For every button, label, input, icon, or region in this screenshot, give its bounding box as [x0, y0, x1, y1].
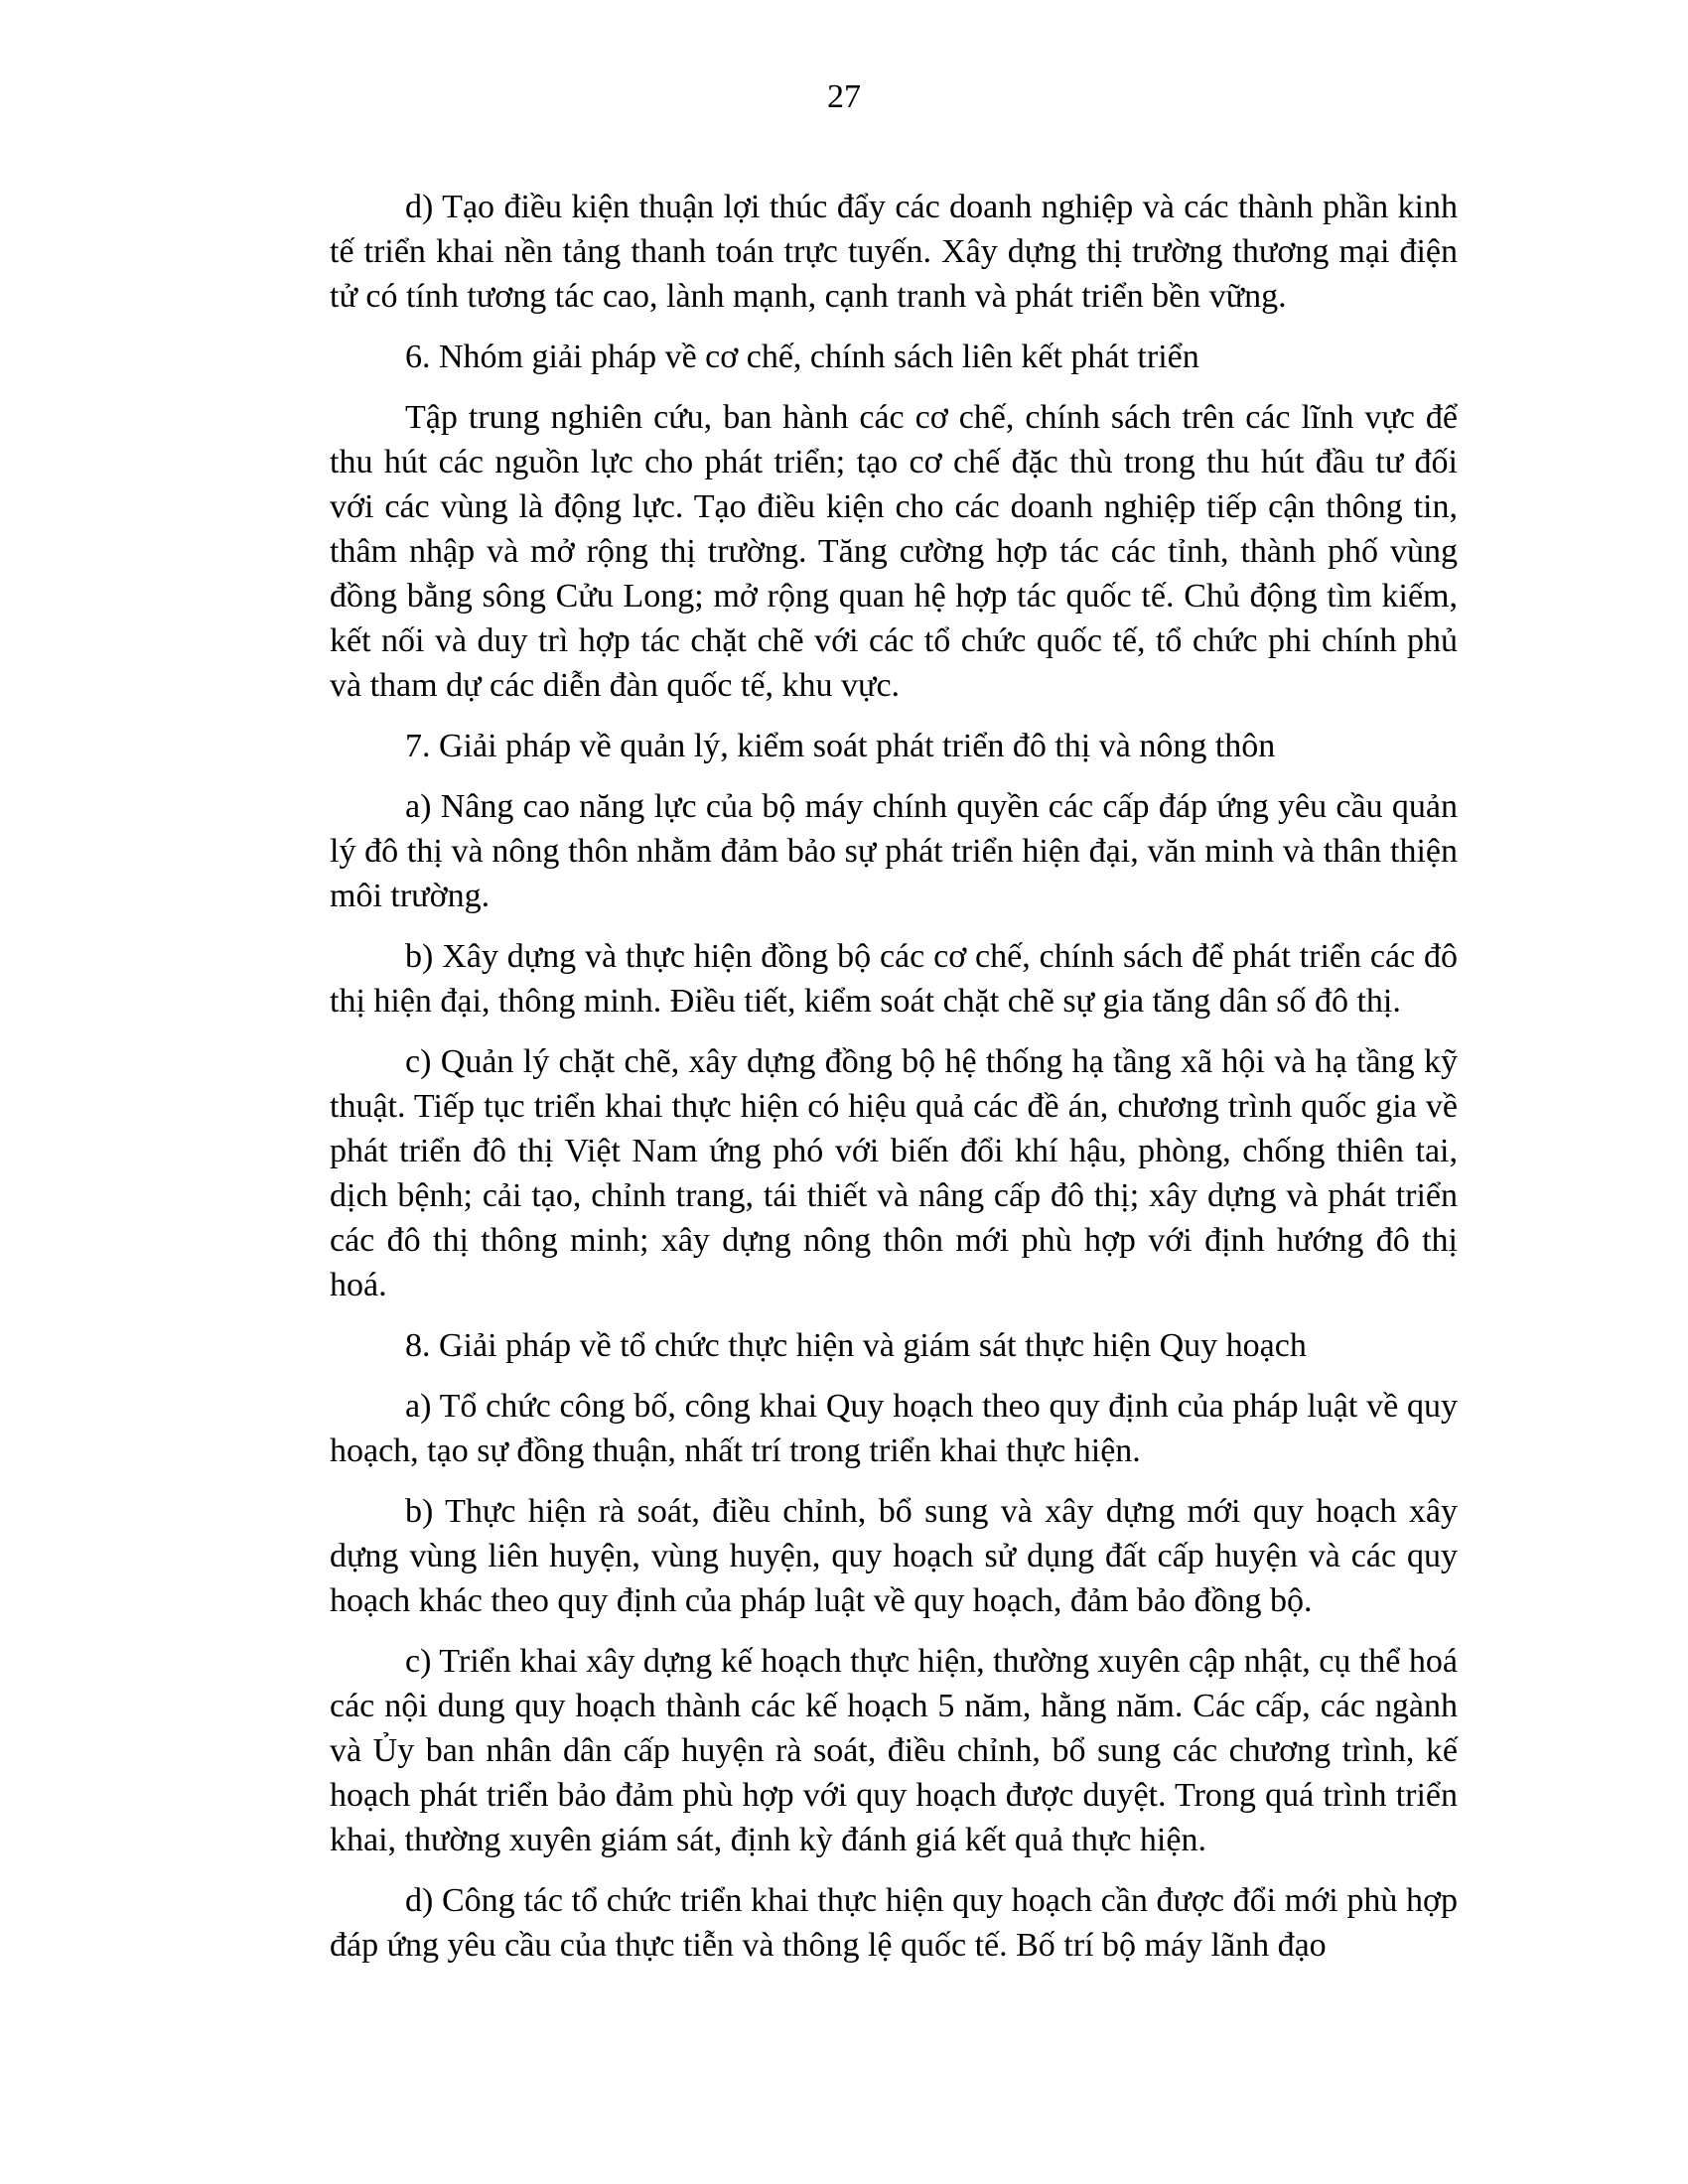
page-number: 27: [827, 78, 861, 115]
heading-8-implementation: 8. Giải pháp về tổ chức thực hiện và giám sát thực hiện Quy hoạch: [405, 1327, 1307, 1364]
paragraph-6-body: Tập trung nghiên cứu, ban hành các cơ chế, chính sách trên các lĩnh vực để thu hút các nguồn lực cho phát triển; tạo cơ chế đặc thù trong thu hút đầu tư đối với các vùng là động lực. Tạo điều kiện cho các doanh nghiệp tiếp cận thông tin, thâm nhập và mở rộng thị trường. Tăng cường hợp tác các tỉnh, thành phố vùng đồng bằng sông Cửu Long; mở rộng quan hệ hợp tác quốc tế. Chủ động tìm kiếm, kết nối và duy trì hợp tác chặt chẽ với các tổ chức quốc tế, tổ chức phi chính phủ và tham dự các diễn đàn quốc tế, khu vực.: [330, 399, 1458, 704]
paragraph-7c: c) Quản lý chặt chẽ, xây dựng đồng bộ hệ thống hạ tầng xã hội và hạ tầng kỹ thuật. Tiếp tục triển khai thực hiện có hiệu quả các đề án, chương trình quốc gia về phát triển đô thị Việt Nam ứng phó với biến đổi khí hậu, phòng, chống thiên tai, dịch bệnh; cải tạo, chỉnh trang, tái thiết và nâng cấp đô thị; xây dựng và phát triển các đô thị thông minh; xây dựng nông thôn mới phù hợp với định hướng đô thị hoá.: [330, 1043, 1458, 1303]
paragraph-7a: a) Nâng cao năng lực của bộ máy chính quyền các cấp đáp ứng yêu cầu quản lý đô thị và nông thôn nhằm đảm bảo sự phát triển hiện đại, văn minh và thân thiện môi trường.: [330, 788, 1458, 914]
paragraph-8c: c) Triển khai xây dựng kế hoạch thực hiện, thường xuyên cập nhật, cụ thể hoá các nội dung quy hoạch thành các kế hoạch 5 năm, hằng năm. Các cấp, các ngành và Ủy ban nhân dân cấp huyện rà soát, điều chỉnh, bổ sung các chương trình, kế hoạch phát triển bảo đảm phù hợp với quy hoạch được duyệt. Trong quá trình triển khai, thường xuyên giám sát, định kỳ đánh giá kết quả thực hiện.: [330, 1643, 1458, 1858]
heading-7-urban-rural: 7. Giải pháp về quản lý, kiểm soát phát triển đô thị và nông thôn: [405, 728, 1276, 764]
paragraph-8a: a) Tổ chức công bố, công khai Quy hoạch theo quy định của pháp luật về quy hoạch, tạo sự đồng thuận, nhất trí trong triển khai thực hiện.: [330, 1388, 1458, 1469]
paragraph-8b: b) Thực hiện rà soát, điều chỉnh, bổ sung và xây dựng mới quy hoạch xây dựng vùng liên huyện, vùng huyện, quy hoạch sử dụng đất cấp huyện và các quy hoạch khác theo quy định của pháp luật về quy hoạch, đảm bảo đồng bộ.: [330, 1493, 1458, 1619]
paragraph-5d-online-payment: d) Tạo điều kiện thuận lợi thúc đẩy các doanh nghiệp và các thành phần kinh tế triển khai nền tảng thanh toán trực tuyến. Xây dựng thị trường thương mại điện tử có tính tương tác cao, lành mạnh, cạnh tranh và phát triển bền vững.: [330, 189, 1458, 315]
paragraph-8d: d) Công tác tổ chức triển khai thực hiện quy hoạch cần được đổi mới phù hợp đáp ứng yêu cầu của thực tiễn và thông lệ quốc tế. Bố trí bộ máy lãnh đạo: [330, 1882, 1458, 1964]
heading-6-linkage-policy: 6. Nhóm giải pháp về cơ chế, chính sách liên kết phát triển: [405, 339, 1199, 375]
paragraph-7b: b) Xây dựng và thực hiện đồng bộ các cơ chế, chính sách để phát triển các đô thị hiện đại, thông minh. Điều tiết, kiểm soát chặt chẽ sự gia tăng dân số đô thị.: [330, 938, 1458, 1020]
document-body: [330, 185, 1458, 1983]
